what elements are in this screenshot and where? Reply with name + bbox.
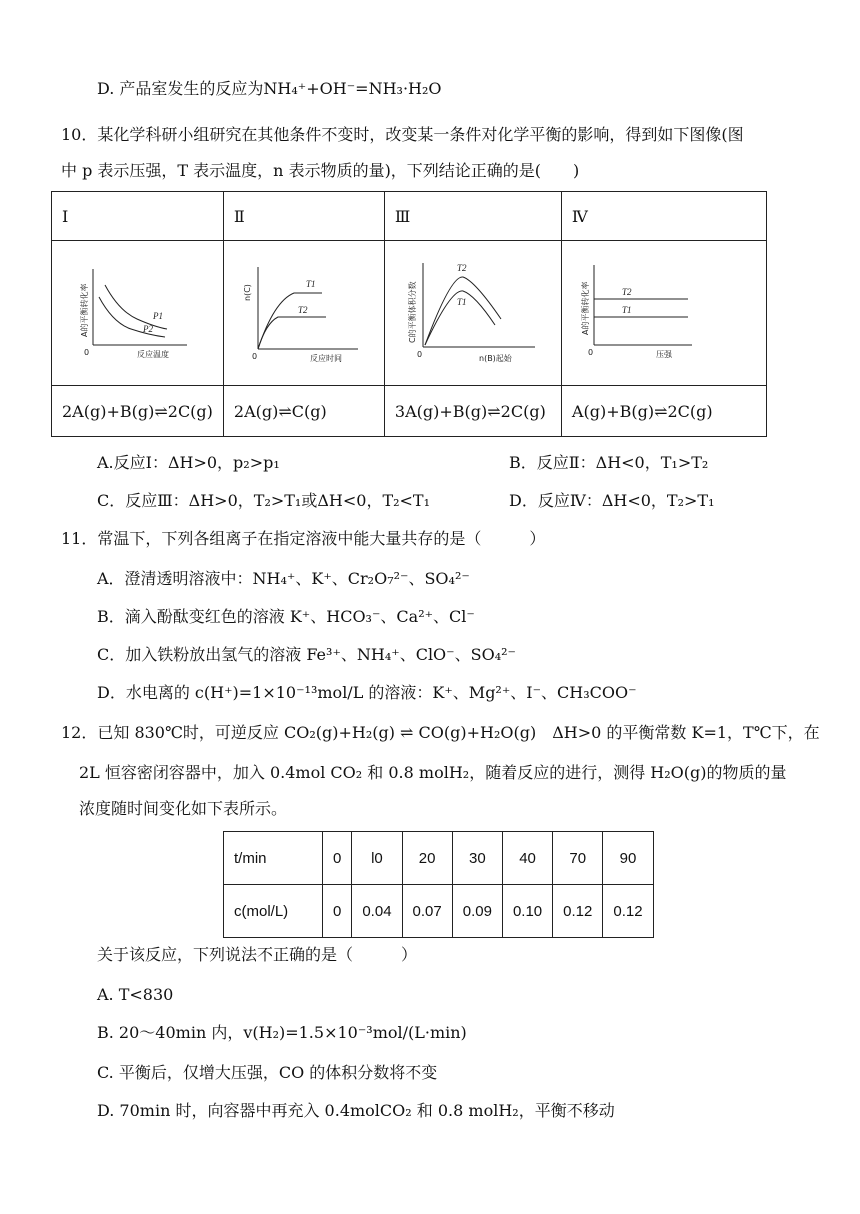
graph3-origin: 0 xyxy=(416,350,422,359)
q10-graph-2 xyxy=(223,241,384,386)
q11-option-c: C．加入铁粉放出氢气的溶液 Fe³⁺、NH₄⁺、ClO⁻、SO₄²⁻ xyxy=(97,645,516,664)
graph3-ylabel: C的平衡体积分数 xyxy=(407,281,417,343)
graph4-ylabel: A的平衡转化率 xyxy=(580,281,590,335)
q12-cell: c(mol/L) xyxy=(224,885,323,938)
q12-cell: 20 xyxy=(402,832,452,885)
q10-graph-1 xyxy=(52,241,224,386)
q9-option-d-text: D. 产品室发生的反应为NH₄⁺+OH⁻=NH₃·H₂O xyxy=(97,79,442,98)
q12-ask: 关于该反应，下列说法不正确的是（ ） xyxy=(97,945,418,964)
q12-cell: 0 xyxy=(323,885,352,938)
graph2-curve-t1 xyxy=(258,293,322,349)
q12-table-row-time xyxy=(224,832,654,885)
q12-table-row-conc xyxy=(224,885,654,938)
graph1-origin: 0 xyxy=(84,348,90,357)
q12-stem-line3: 浓度随时间变化如下表所示。 xyxy=(79,799,288,818)
q11-option-b: B．滴入酚酞变红色的溶液 K⁺、HCO₃⁻、Ca²⁺、Cl⁻ xyxy=(97,607,475,626)
graph4-label-t2: T2 xyxy=(621,287,632,297)
q10-header-3: Ⅲ xyxy=(384,192,561,241)
graph1-ylabel: A的平衡转化率 xyxy=(80,283,90,337)
q10-graph-4 xyxy=(561,241,766,386)
graph2-origin: 0 xyxy=(251,352,257,361)
q12-data-table xyxy=(223,831,654,938)
q12-cell: 0.04 xyxy=(352,885,402,938)
q12-cell: 0 xyxy=(323,832,352,885)
q12-cell: t/min xyxy=(224,832,323,885)
graph2-ylabel: n(C) xyxy=(242,284,252,301)
q12-cell: 70 xyxy=(553,832,603,885)
q10-option-d: D．反应Ⅳ：ΔH<0，T₂>T₁ xyxy=(509,491,715,510)
graph1-label-p1: P1 xyxy=(153,311,164,321)
q10-header-1: Ⅰ xyxy=(52,192,224,241)
q10-graph-table xyxy=(51,191,767,437)
q12-stem-line2: 2L 恒容密闭容器中，加入 0.4mol CO₂ 和 0.8 molH₂，随着反应的进行，测得 H₂O(g)的物质的量 xyxy=(79,763,787,782)
graph2-xlabel: 反应时间 xyxy=(309,354,342,363)
q10-equation-2: 2A(g)⇌C(g) xyxy=(223,386,384,437)
graph3-label-t1: T1 xyxy=(456,297,467,307)
q10-option-a: A.反应Ⅰ：ΔH>0，p₂>p₁ xyxy=(97,453,280,472)
q12-option-a: A. T<830 xyxy=(97,985,174,1004)
q12-cell: 0.07 xyxy=(402,885,452,938)
graph4-xlabel: 压强 xyxy=(655,350,672,359)
q10-header-2: Ⅱ xyxy=(223,192,384,241)
q10-stem-line2: 中 p 表示压强，T 表示温度，n 表示物质的量)，下列结论正确的是( ) xyxy=(61,161,580,180)
q10-header-4: Ⅳ xyxy=(561,192,766,241)
q12-option-d: D. 70min 时，向容器中再充入 0.4molCO₂ 和 0.8 molH₂，平衡不移动 xyxy=(97,1101,615,1120)
q9-option-d xyxy=(97,78,442,100)
graph2-label-t2: T2 xyxy=(297,305,308,315)
graph4-origin: 0 xyxy=(587,348,594,357)
q12-cell: 40 xyxy=(502,832,552,885)
q10-option-b: B．反应Ⅱ：ΔH<0，T₁>T₂ xyxy=(509,453,709,472)
q12-cell: 30 xyxy=(452,832,502,885)
q12-cell: 90 xyxy=(603,832,653,885)
q10-option-c: C．反应Ⅲ：ΔH>0，T₂>T₁或ΔH<0，T₂<T₁ xyxy=(97,491,431,510)
q10-equation-4: A(g)+B(g)⇌2C(g) xyxy=(561,386,766,437)
graph2-curve-t2 xyxy=(258,317,326,349)
graph3-curve-t2 xyxy=(425,277,501,345)
q10-graph-3 xyxy=(384,241,561,386)
q12-cell: 0.12 xyxy=(553,885,603,938)
graph1-label-p2: P2 xyxy=(143,324,154,334)
q11-option-d: D．水电离的 c(H⁺)=1×10⁻¹³mol/L 的溶液：K⁺、Mg²⁺、I⁻、CH₃COO⁻ xyxy=(97,683,637,702)
q11-option-a: A．澄清透明溶液中：NH₄⁺、K⁺、Cr₂O₇²⁻、SO₄²⁻ xyxy=(97,569,470,588)
graph1-xlabel: 反应温度 xyxy=(137,350,170,359)
graph1-curve-p1 xyxy=(105,285,167,329)
q10-equation-3: 3A(g)+B(g)⇌2C(g) xyxy=(384,386,561,437)
q10-stem-line1: 10．某化学科研小组研究在其他条件不变时，改变某一条件对化学平衡的影响，得到如下图像(图 xyxy=(61,125,744,144)
q11-stem: 11．常温下，下列各组离子在指定溶液中能大量共存的是（ ） xyxy=(61,529,546,548)
graph4-label-t1: T1 xyxy=(621,305,632,315)
q12-option-b: B. 20～40min 内，v(H₂)=1.5×10⁻³mol/(L·min) xyxy=(97,1023,467,1042)
graph3-label-t2: T2 xyxy=(456,263,467,273)
q12-cell: l0 xyxy=(352,832,402,885)
q12-stem-line1: 12．已知 830℃时，可逆反应 CO₂(g)+H₂(g) ⇌ CO(g)+H₂O(g) ΔH>0 的平衡常数 K=1，T℃下，在 xyxy=(61,723,820,742)
graph2-label-t1: T1 xyxy=(305,279,316,289)
q12-cell: 0.12 xyxy=(603,885,653,938)
graph3-xlabel: n(B)起始 xyxy=(478,354,512,363)
q10-equation-1: 2A(g)+B(g)⇌2C(g) xyxy=(52,386,224,437)
q12-cell: 0.10 xyxy=(502,885,552,938)
q12-cell: 0.09 xyxy=(452,885,502,938)
q12-option-c: C. 平衡后，仅增大压强，CO 的体积分数将不变 xyxy=(97,1063,438,1082)
